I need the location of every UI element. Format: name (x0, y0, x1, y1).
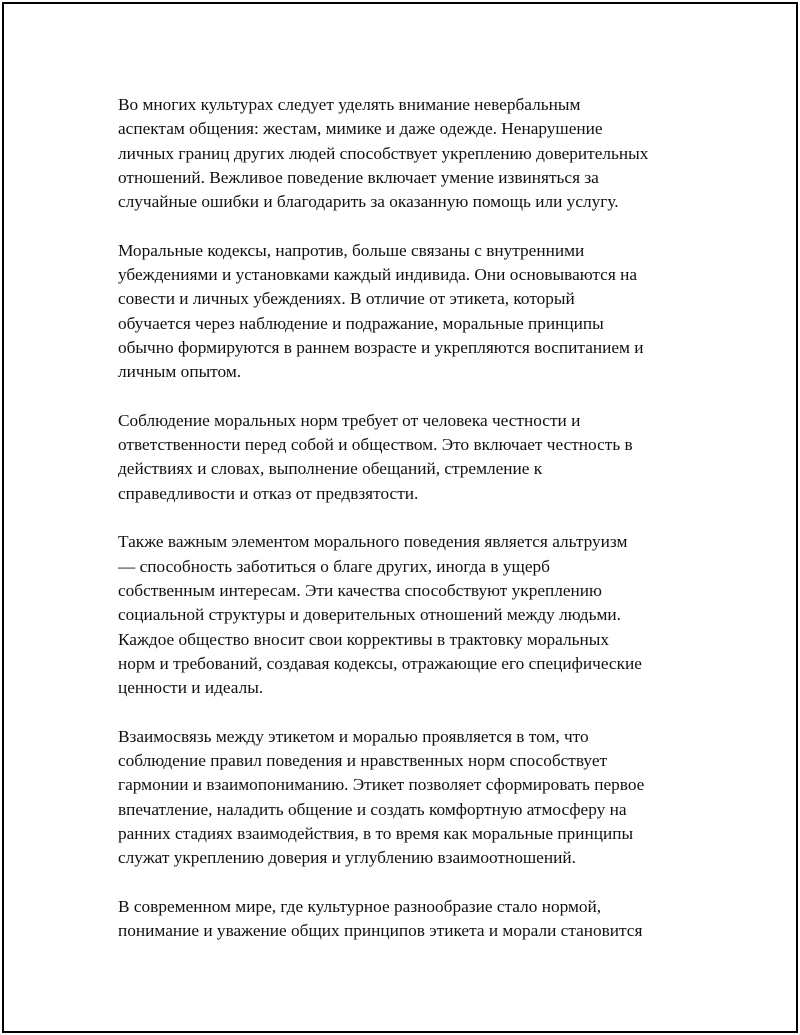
paragraph-5 (118, 725, 698, 871)
text-line: отношений. Вежливое поведение включает умение извиняться за (118, 167, 599, 187)
text-line: Моральные кодексы, напротив, больше связаны с внутренними (118, 240, 585, 260)
text-line: Соблюдение моральных норм требует от человека честности и (118, 410, 581, 430)
text-line: Во многих культурах следует уделять внимание невербальным (118, 95, 581, 114)
text-line: гармонии и взаимопониманию. Этикет позволяет сформировать первое (118, 775, 645, 795)
text-line: служат укреплению доверия и углублению взаимоотношений. (118, 848, 576, 868)
document-body (118, 93, 698, 968)
text-line: справедливости и отказ от предвзятости. (118, 483, 419, 503)
text-line: ценности и идеалы. (118, 678, 264, 698)
text-line: Взаимосвязь между этикетом и моралью проявляется в том, что (118, 726, 589, 746)
paragraph-4 (118, 530, 698, 700)
text-line: личных границ других людей способствует укреплению доверительных (118, 143, 649, 163)
text-line: совести и личных убеждениях. В отличие от этикета, который (118, 289, 575, 309)
text-line: социальной структуры и доверительных отношений между людьми. (118, 605, 621, 625)
text-line: личным опытом. (118, 362, 242, 382)
text-line: аспектам общения: жестам, мимике и даже одежде. Ненарушение (118, 119, 603, 139)
paragraph-2 (118, 239, 698, 385)
text-line: собственным интересам. Эти качества способствуют укреплению (118, 580, 602, 600)
text-line: случайные ошибки и благодарить за оказанную помощь или услугу. (118, 192, 619, 212)
text-line: соблюдение правил поведения и нравственных норм способствует (118, 751, 608, 771)
text-line: Также важным элементом морального поведения является альтруизм (118, 532, 628, 552)
text-line: обычно формируются в раннем возрасте и укрепляются воспитанием и (118, 337, 644, 357)
text-line: В современном мире, где культурное разнообразие стало нормой, (118, 896, 602, 916)
text-line: Каждое общество вносит свои коррективы в трактовку моральных (118, 629, 609, 649)
paragraph-1 (118, 93, 698, 214)
text-line: ранних стадиях взаимодействия, в то время как моральные принципы (118, 823, 634, 843)
text-line: обучается через наблюдение и подражание, моральные принципы (118, 313, 604, 333)
paragraph-3 (118, 409, 698, 506)
text-line: — способность заботиться о благе других, иногда в ущерб (118, 556, 550, 576)
text-line: понимание и уважение общих принципов этикета и морали становится (118, 921, 643, 941)
text-line: действиях и словах, выполнение обещаний, стремление к (118, 459, 543, 479)
paragraph-6 (118, 895, 698, 944)
text-line: впечатление, наладить общение и создать комфортную атмосферу на (118, 799, 627, 819)
text-line: норм и требований, создавая кодексы, отражающие его специфические (118, 653, 642, 673)
text-line: убеждениями и установками каждый индивида. Они основываются на (118, 265, 638, 285)
text-line: ответственности перед собой и обществом. Это включает честность в (118, 435, 633, 455)
